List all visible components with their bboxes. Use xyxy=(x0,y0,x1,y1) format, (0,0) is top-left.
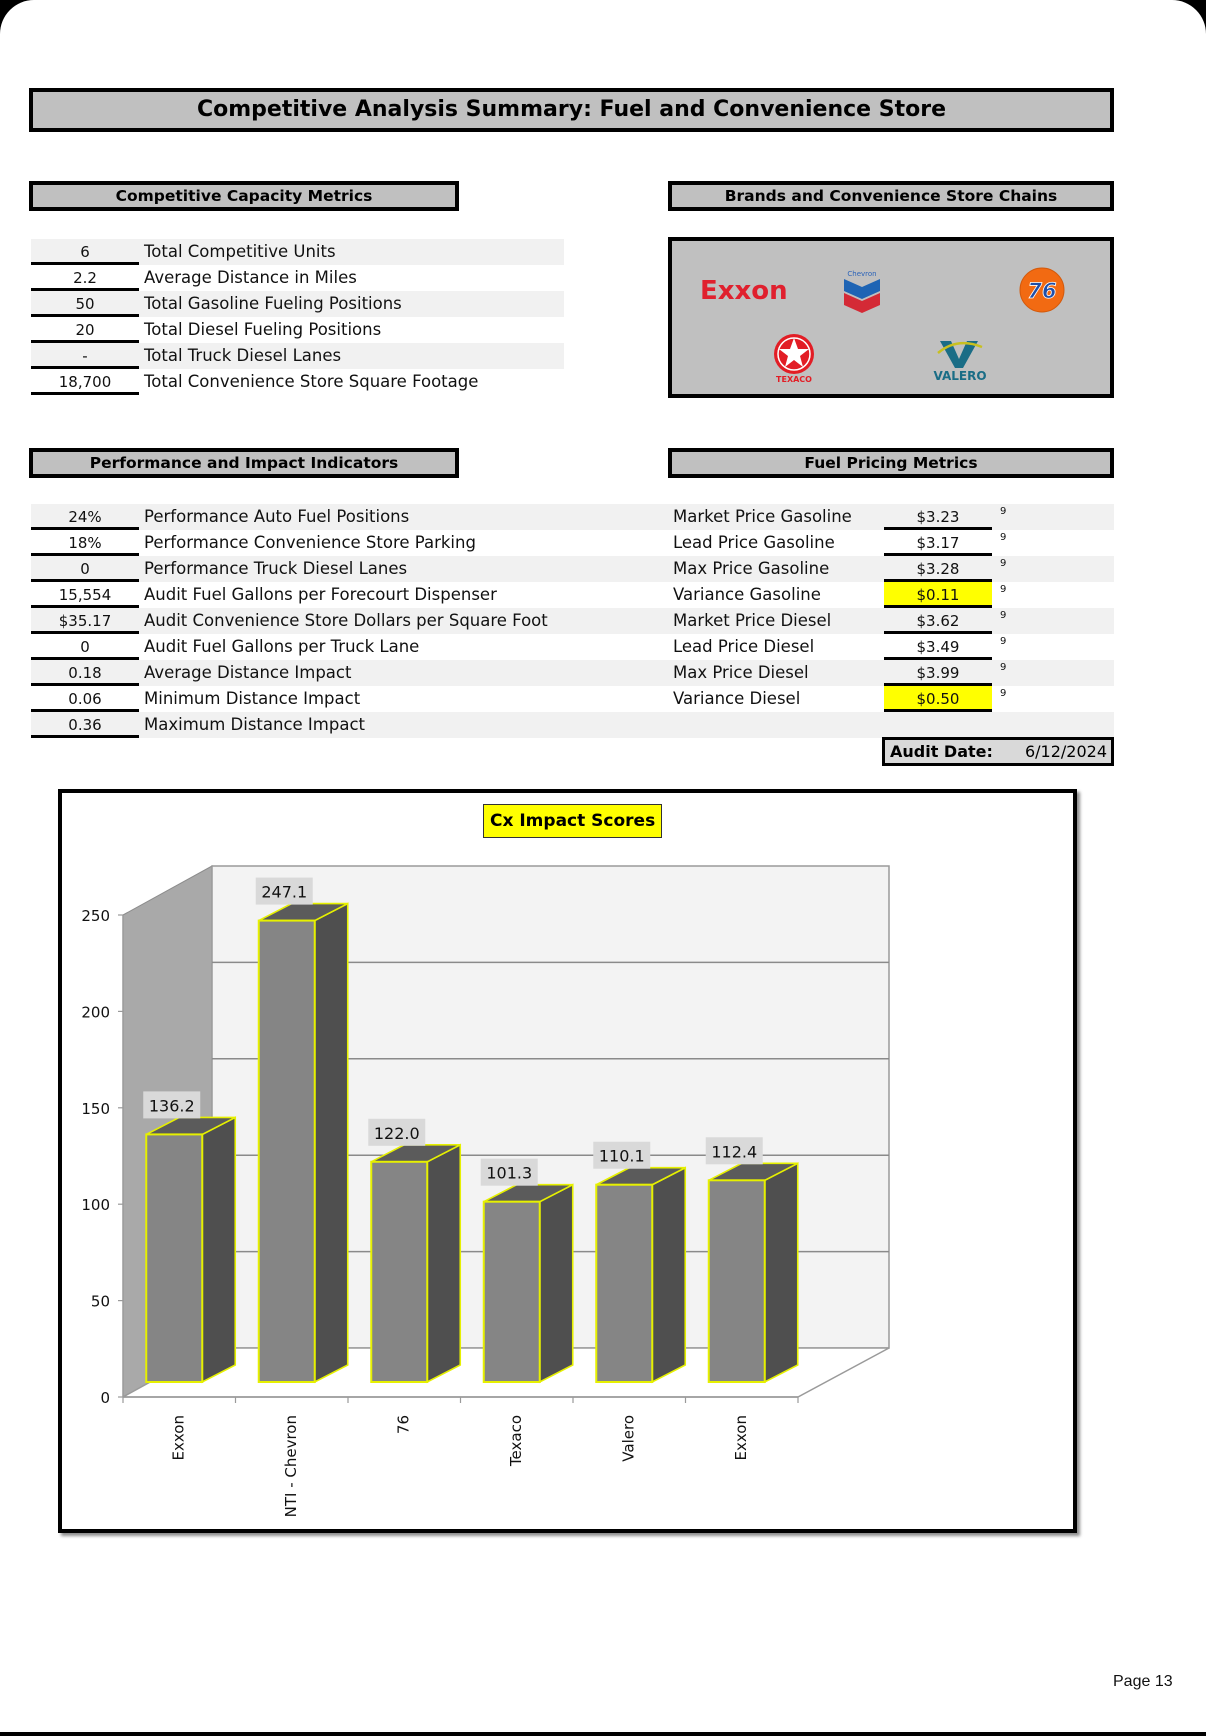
pricing-value-highlighted: $0.50 xyxy=(884,686,992,712)
performance-row xyxy=(31,504,671,530)
audit-date-label: Audit Date: xyxy=(890,742,993,761)
pricing-row xyxy=(668,504,1114,530)
data-label: 122.0 xyxy=(373,1123,420,1143)
performance-label: Audit Fuel Gallons per Forecourt Dispenser xyxy=(144,585,497,604)
valero-logo xyxy=(933,341,986,383)
capacity-value: 2.2 xyxy=(31,265,139,291)
pricing-flag: 9 xyxy=(1000,662,1007,673)
performance-table xyxy=(31,504,671,738)
pricing-flag: 9 xyxy=(1000,558,1007,569)
bar xyxy=(146,1134,202,1382)
76-logo xyxy=(1020,268,1064,312)
performance-label: Audit Fuel Gallons per Truck Lane xyxy=(144,637,420,656)
chevron-logo-text: Chevron xyxy=(847,270,877,278)
performance-header: Performance and Impact Indicators xyxy=(29,448,459,478)
data-label: 101.3 xyxy=(486,1163,533,1183)
pricing-label: Market Price Diesel xyxy=(673,611,832,630)
pricing-label: Variance Gasoline xyxy=(673,585,821,604)
capacity-row xyxy=(31,369,564,395)
bar-side xyxy=(765,1163,798,1382)
pricing-row xyxy=(668,634,1114,660)
capacity-label: Total Competitive Units xyxy=(144,242,336,261)
page-title: Competitive Analysis Summary: Fuel and Convenience Store xyxy=(29,88,1114,132)
pricing-label: Max Price Gasoline xyxy=(673,559,830,578)
pricing-value: $3.23 xyxy=(884,504,992,530)
pricing-row xyxy=(668,686,1114,712)
y-tick-label: 250 xyxy=(81,907,110,925)
performance-row xyxy=(31,582,671,608)
performance-value: $35.17 xyxy=(31,608,139,634)
76-logo-text: 76 xyxy=(1027,279,1057,303)
performance-value: 24% xyxy=(31,504,139,530)
capacity-row xyxy=(31,239,564,265)
performance-row xyxy=(31,530,671,556)
capacity-label: Total Truck Diesel Lanes xyxy=(144,346,342,365)
data-label: 136.2 xyxy=(148,1096,195,1116)
pricing-value: $3.99 xyxy=(884,660,992,686)
audit-date-value: 6/12/2024 xyxy=(1024,742,1107,761)
pricing-row-empty xyxy=(668,712,1114,738)
pricing-flag: 9 xyxy=(1000,636,1007,647)
performance-row xyxy=(31,712,671,738)
performance-label: Performance Truck Diesel Lanes xyxy=(144,559,408,578)
exxon-logo-text: Exxon xyxy=(700,276,788,306)
capacity-label: Total Gasoline Fueling Positions xyxy=(144,294,402,313)
capacity-label: Average Distance in Miles xyxy=(144,268,357,287)
audit-date-box xyxy=(882,737,1114,766)
chart-title: Cx Impact Scores xyxy=(483,804,662,838)
performance-row xyxy=(31,556,671,582)
pricing-row xyxy=(668,582,1114,608)
page-number: Page 13 xyxy=(1113,1673,1173,1690)
performance-row xyxy=(31,660,671,686)
pricing-label: Lead Price Diesel xyxy=(673,637,815,656)
performance-label: Minimum Distance Impact xyxy=(144,689,361,708)
y-tick-label: 50 xyxy=(90,1292,110,1311)
pricing-value: $3.17 xyxy=(884,530,992,556)
bar xyxy=(259,921,315,1382)
capacity-value: 18,700 xyxy=(31,369,139,395)
capacity-row xyxy=(31,291,564,317)
performance-value: 0 xyxy=(31,634,139,660)
pricing-flag: 9 xyxy=(1000,584,1007,595)
capacity-value: 6 xyxy=(31,239,139,265)
x-category-label: Valero xyxy=(619,1415,638,1462)
capacity-row xyxy=(31,343,564,369)
pricing-value: $3.28 xyxy=(884,556,992,582)
brand-logos-panel xyxy=(668,237,1114,398)
performance-value: 0.18 xyxy=(31,660,139,686)
pricing-flag: 9 xyxy=(1000,532,1007,543)
valero-logo-text: VALERO xyxy=(933,369,987,383)
y-tick-label: 150 xyxy=(81,1099,110,1118)
pricing-flag: 9 xyxy=(1000,610,1007,621)
capacity-label: Total Diesel Fueling Positions xyxy=(144,320,382,339)
x-category-label: Exxon xyxy=(731,1415,750,1461)
data-label: 247.1 xyxy=(261,882,308,902)
brands-header: Brands and Convenience Store Chains xyxy=(668,181,1114,211)
performance-label: Performance Auto Fuel Positions xyxy=(144,507,410,526)
bar-side xyxy=(202,1117,235,1382)
bar-side xyxy=(427,1145,460,1382)
performance-label: Performance Convenience Store Parking xyxy=(144,533,476,552)
performance-label: Maximum Distance Impact xyxy=(144,715,366,734)
pricing-flag: 9 xyxy=(1000,688,1007,699)
capacity-row xyxy=(31,265,564,291)
pricing-value: $3.49 xyxy=(884,634,992,660)
bar-side xyxy=(315,904,348,1382)
performance-row xyxy=(31,634,671,660)
y-tick-label: 100 xyxy=(81,1196,110,1215)
capacity-value: - xyxy=(31,343,139,369)
capacity-metrics-table xyxy=(31,239,564,395)
bar xyxy=(371,1162,427,1382)
performance-value: 18% xyxy=(31,530,139,556)
pricing-row xyxy=(668,608,1114,634)
x-category-label: Texaco xyxy=(506,1415,525,1467)
pricing-label: Market Price Gasoline xyxy=(673,507,852,526)
bar xyxy=(484,1202,540,1382)
pricing-flag: 9 xyxy=(1000,506,1007,517)
chevron-logo xyxy=(844,270,880,313)
performance-label: Audit Convenience Store Dollars per Square Foot xyxy=(144,611,548,630)
texaco-logo-text: TEXACO xyxy=(776,375,812,384)
performance-value: 0.36 xyxy=(31,712,139,738)
cx-impact-chart xyxy=(58,789,1077,1533)
y-tick-label: 0 xyxy=(100,1389,110,1407)
capacity-label: Total Convenience Store Square Footage xyxy=(144,372,479,391)
bar xyxy=(596,1185,652,1382)
pricing-row xyxy=(668,556,1114,582)
x-category-label: 76 xyxy=(394,1415,413,1435)
performance-value: 15,554 xyxy=(31,582,139,608)
pricing-label: Max Price Diesel xyxy=(673,663,809,682)
pricing-row xyxy=(668,660,1114,686)
exxon-logo xyxy=(700,276,788,306)
x-category-label: Exxon xyxy=(169,1415,188,1461)
performance-row xyxy=(31,608,671,634)
bar xyxy=(709,1180,765,1382)
capacity-value: 20 xyxy=(31,317,139,343)
x-category-label: NTI - Chevron xyxy=(281,1415,300,1518)
performance-value: 0.06 xyxy=(31,686,139,712)
performance-row xyxy=(31,686,671,712)
bar-side xyxy=(540,1185,573,1382)
bar-side xyxy=(652,1168,685,1382)
performance-value: 0 xyxy=(31,556,139,582)
fuel-pricing-header: Fuel Pricing Metrics xyxy=(668,448,1114,478)
fuel-pricing-table xyxy=(668,504,1114,738)
capacity-value: 50 xyxy=(31,291,139,317)
pricing-value-highlighted: $0.11 xyxy=(884,582,992,608)
data-label: 112.4 xyxy=(711,1142,758,1162)
texaco-logo xyxy=(774,334,814,384)
capacity-row xyxy=(31,317,564,343)
performance-label: Average Distance Impact xyxy=(144,663,352,682)
pricing-label: Lead Price Gasoline xyxy=(673,533,835,552)
pricing-label: Variance Diesel xyxy=(673,689,801,708)
capacity-metrics-header: Competitive Capacity Metrics xyxy=(29,181,459,211)
pricing-row xyxy=(668,530,1114,556)
y-tick-label: 200 xyxy=(81,1003,110,1022)
data-label: 110.1 xyxy=(598,1146,645,1166)
pricing-value: $3.62 xyxy=(884,608,992,634)
